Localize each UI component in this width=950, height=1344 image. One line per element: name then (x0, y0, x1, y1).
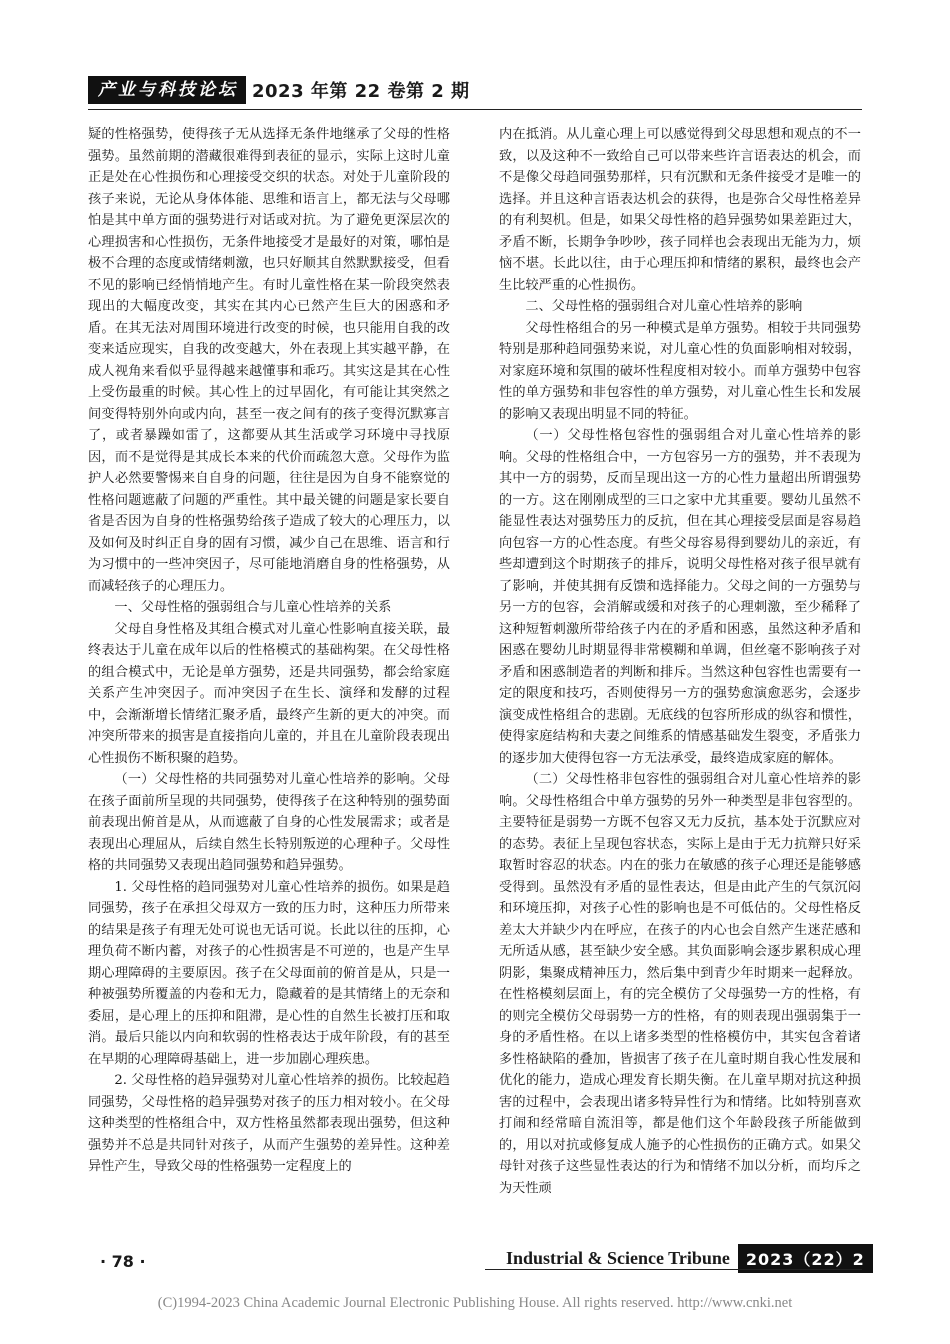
tribune-name: Industrial & Science Tribune (506, 1248, 730, 1268)
paragraph: 父母性格组合的另一种模式是单方强势。相较于共同强势特别是那种趋同强势来说，对儿童心性的负面影响相对较弱，对家庭环境和氛围的破坏性程度相对较小。而单方强势中包容性的单方强势和非包容性的单方强势，对儿童心性生长和发展的影响又表现出明显不同的特征。 (499, 320, 861, 422)
paragraph: （二）父母性格非包容性的强弱组合对儿童心性培养的影响。父母性格组合中单方强势的另外一种类型是非包容型的。主要特征是弱势一方既不包容又无力反抗，基本处于沉默应对的态势。表征上呈现包容状态，实际上是由于无力抗辩只好采取暂时容忍的状态。内在的张力在敏感的孩子心理还是能够感受得到。虽然没有矛盾的显性表达，但是由此产生的气氛沉闷和环境压抑，对孩子心性的影响也是不可低估的。父母性格反差太大并缺少内在呼应，在孩子的内心也会自然产生迷茫感和无所适从感，甚至缺少安全感。其负面影响会逐步累积成心理阴影，集聚成精神压力，然后集中到青少年时期来一起释放。在性格模刻层面上，有的完全模仿了父母强势一方的性格，有的则完全模仿父母弱势一方的性格，有的则表现出强弱集于一身的矛盾性格。在以上诸多类型的性格模仿中，其实包含着诸多性格缺陷的叠加，皆损害了孩子在儿童时期自我心性发展和优化的能力，造成心理发育长期失衡。在儿童早期对抗这种损害的过程中，会表现出诸多特异性行为和情绪。比如特别喜欢打闹和经常暗自流泪等，都是他们这个年龄段孩子所能做到的，用以对抗或修复成人施予的心性损伤的正确方式。如果父母针对孩子这些显性表达的行为和情绪不加以分析，而均斥之为天性顽 (499, 772, 861, 1196)
right-column (499, 124, 861, 1199)
section-heading: 二、父母性格的强弱组合对儿童心性培养的影响 (525, 299, 803, 314)
footer-divider (485, 1269, 862, 1270)
paragraph: 父母自身性格及其组合模式对儿童心性影响直接关联，最终表达于儿童在成年以后的性格模式的基础构架。在父母性格的组合模式中，无论是单方强势，还是共同强势，都会给家庭关系产生冲突因子。而冲突因子在生长、演绎和发酵的过程中，会渐渐增长情绪汇聚矛盾，最终产生新的更大的冲突。而冲突所带来的损害是直接指向儿童的，并且在儿童阶段表现出心性损伤不断积聚的趋势。 (88, 621, 450, 766)
copyright-notice: (C)1994-2023 China Academic Journal Electronic Publishing House. All rights reserved. http://www.cnki.net (157, 1295, 793, 1311)
header-divider (88, 109, 862, 110)
journal-name-badge: 产业与科技论坛 (88, 76, 246, 104)
page-header (88, 76, 470, 104)
paragraph: 2. 父母性格的趋异强势对儿童心性培养的损伤。比较起趋同强势，父母性格的趋异强势对孩子的压力相对较小。在父母这种类型的性格组合中，双方性格虽然都表现出强势，但这种强势并不总是共同针对孩子，从而产生强势的差异性。这种差异性产生，导致父母的性格强势一定程度上的 (88, 1073, 450, 1174)
section-heading: 一、父母性格的强弱组合与儿童心性培养的关系 (114, 600, 392, 615)
tribune-issue-badge: 2023（22）2 (738, 1244, 873, 1273)
paragraph: （一）父母性格的共同强势对儿童心性培养的影响。父母在孩子面前所呈现的共同强势，使得孩子在这种特别的强势面前表现出俯首是从，从而遮蔽了自身的心性发展需求；或者是表现出心理屈从，后续自然生长特别叛逆的心理种子。父母性格的共同强势又表现出趋同强势和趋异强势。 (88, 772, 450, 873)
paragraph: （一）父母性格包容性的强弱组合对儿童心性培养的影响。父母的性格组合中，一方包容另一方的强势，并不表现为其中一方的弱势，反而呈现出这一方的心性力量超出所谓强势的一方。这在刚刚成型的三口之家中尤其重要。婴幼儿虽然不能显性表达对强势压力的反抗，但在其心理接受层面是容易趋向包容一方的心性态度。有些父母容易得到婴幼儿的亲近，有些却遭到这个时期孩子的排斥，说明父母性格对孩子很早就有了影响，并使其拥有反馈和选择能力。父母之间的一方强势与另一方的包容，会消解或缓和对孩子的心理刺激，至少稀释了这种短暂刺激所带给孩子内在的矛盾和困惑，虽然这种矛盾和困惑在婴幼儿时期显得非常模糊和单调，但丝毫不影响孩子对矛盾和困惑制造者的判断和排斥。当然这种包容性也需要有一定的限度和技巧，否则使得另一方的强势愈演愈恶劣，会逐步演变成性格组合的悲剧。无底线的包容所形成的纵容和惯性，使得家庭结构和夫妻之间维系的情感基础发生裂变，矛盾张力的逐步加大使得包容一方无法承受，最终造成家庭的解体。 (499, 428, 861, 766)
paragraph: 疑的性格强势，使得孩子无从选择无条件地继承了父母的性格强势。虽然前期的潜藏很难得到表征的显示，实际上这时儿童正是处在心性损伤和心理接受交织的状态。对处于儿童阶段的孩子来说，无论从身体体能、思维和语言上，都无法与父母哪怕是其中单方面的强势进行对话或对抗。为了避免更深层次的心理损害和心性损伤，无条件地接受才是最好的对策，哪怕是极不合理的态度或情绪刺激，也只好顺其自然默默接受，但看不见的影响已经悄悄地产生。有时儿童性格在某一阶段突然表现出的大幅度改变，其实在其内心已然产生巨大的困惑和矛盾。在其无法对周围环境进行改变的时候，也只能用自我的改变来适应现实，自我的改变越大，外在表现上其实越平静，在成人视角来看似乎显得越来越懂事和乖巧。其实这是其在心性上受伤最重的时候。其心性上的过早固化，有可能让其突然之间变得特别外向或内向，甚至一夜之间有的孩子变得沉默寡言了，或者暴躁如雷了，这都要从其生活或学习环境中寻找原因，而不是觉得是其成长本来的代价而疏忽大意。父母作为监护人必然要警惕来自自身的问题，往往是因为自身不能察觉的性格问题遮蔽了问题的严重性。其中最关键的问题是家长要自省是否因为自身的性格强势给孩子造成了较大的心理压力，以及如何及时纠正自身的固有习惯，减少自己在思维、语言和行为习惯中的一些冲突因子，尽可能地消磨自身的性格强势，从而减轻孩子的心理压力。 (88, 127, 450, 594)
paragraph: 内在抵消。从儿童心理上可以感觉得到父母思想和观点的不一致，以及这种不一致给自己可以带来些许言语表达的机会，而不是像父母趋同强势那样，只有沉默和无条件接受才是唯一的选择。并且这种言语表达机会的获得，也是弥合父母性格差异的有利契机。但是，如果父母性格的趋异强势如果差距过大，矛盾不断，长期争争吵吵，孩子同样也会表现出无能为力，烦恼不堪。长此以往，由于心理压抑和情绪的累积，最终也会产生比较严重的心性损伤。 (499, 127, 861, 293)
page-number: · 78 · (100, 1252, 146, 1271)
paragraph: 1. 父母性格的趋同强势对儿童心性培养的损伤。如果是趋同强势，孩子在承担父母双方一致的压力时，这种压力所带来的结果是孩子有理无处可说也无话可说。长此以往的压抑，心理负荷不断内蓄，对孩子的心性损害是不可逆的，也是产生早期心理障碍的主要原因。孩子在父母面前的俯首是从，只是一种被强势所覆盖的内卷和无力，隐藏着的是其情绪上的无奈和委屈，是心理上的压抑和阻滞，是心性的自然生长被打压和取消。最后只能以内向和软弱的性格表达于成年阶段，有的甚至在早期的心理障碍基础上，进一步加剧心理疾患。 (88, 879, 450, 1067)
left-column (88, 124, 450, 1178)
issue-label: 2023 年第 22 卷第 2 期 (252, 81, 470, 102)
